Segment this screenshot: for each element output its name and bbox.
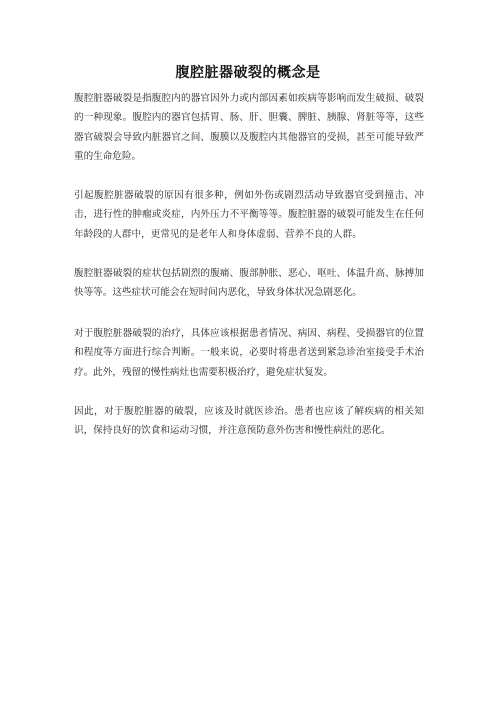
paragraph-definition: 腹腔脏器破裂是指腹腔内的器官因外力或内部因素如疾病等影响而发生破损、破裂的一种现象。腹腔内的器官包括胃、肠、肝、胆囊、脾脏、胰腺、肾脏等等，这些器官破裂会导致内脏器官之间、腹膜以及腹腔内其他器官的受损，甚至可能导致严重的生命危险。 — [74, 93, 424, 163]
paragraph-causes: 引起腹腔脏器破裂的原因有很多种，例如外伤或剧烈活动导致器官受到撞击、冲击，进行性的肿瘤或炎症，内外压力不平衡等等。腹腔脏器的破裂可能发生在任何年龄段的人群中，更常见的是老年人和身体虚弱、营养不良的人群。 — [74, 190, 424, 240]
paragraph-symptoms: 腹腔脏器破裂的症状包括剧烈的腹痛、腹部肿胀、恶心、呕吐、体温升高、脉搏加快等等。这些症状可能会在短时间内恶化，导致身体状况急剧恶化。 — [74, 268, 424, 299]
document-title: 腹腔脏器破裂的概念是 — [175, 65, 321, 81]
paragraph-conclusion: 因此，对于腹腔脏器的破裂，应该及时就医诊治。患者也应该了解疾病的相关知识，保持良好的饮食和运动习惯，并注意预防意外伤害和慢性病灶的恶化。 — [74, 406, 424, 437]
paragraph-treatment: 对于腹腔脏器破裂的治疗，具体应该根据患者情况、病因、病程、受损器官的位置和程度等方面进行综合判断。一般来说，必要时将患者送到紧急诊治室接受手术治疗。此外，残留的慢性病灶也需要积极治疗，避免症状复发。 — [74, 328, 424, 378]
